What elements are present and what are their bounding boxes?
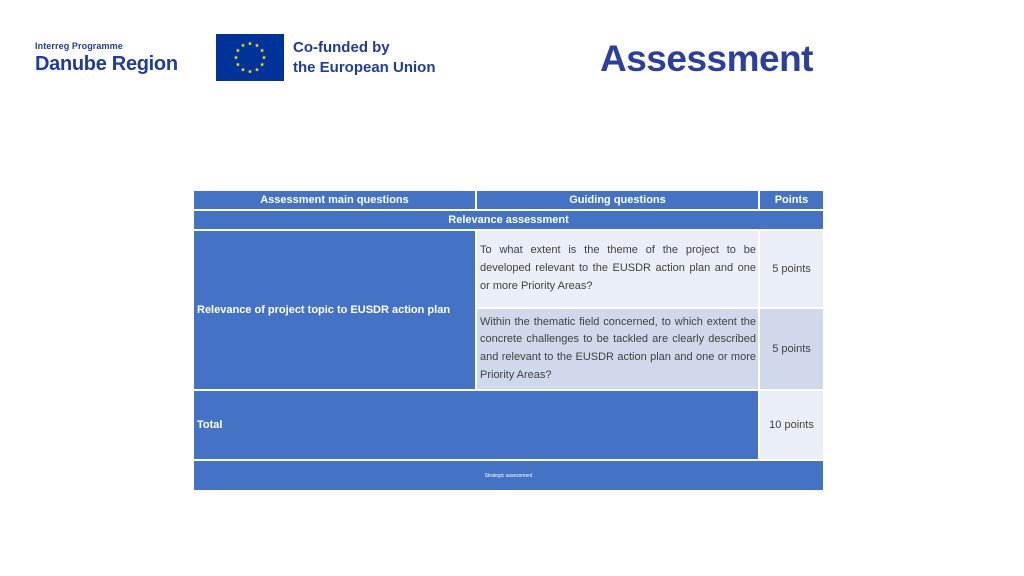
criterion-cell: Relevance of project topic to EUSDR action plan — [194, 231, 475, 389]
eu-stars-icon — [216, 34, 284, 81]
eu-star-icon — [260, 62, 264, 66]
eu-line-2: the European Union — [293, 59, 436, 76]
page-title: Assessment — [600, 38, 814, 79]
eu-star-icon — [241, 43, 245, 47]
eu-star-icon — [241, 67, 245, 71]
eu-star-icon — [236, 48, 240, 52]
eu-cofunded-text — [293, 38, 436, 78]
eu-star-icon — [248, 41, 252, 45]
section-strategic: Strategic assessment — [194, 461, 823, 490]
eu-star-icon — [255, 43, 259, 47]
guiding-question-2: Within the thematic field concerned, to which extent the concrete challenges to be tackled are clearly described and relevant to the EUSDR action plan and one or more Priority Areas? — [477, 309, 758, 389]
section-relevance: Relevance assessment — [194, 211, 823, 229]
eu-star-icon — [248, 69, 252, 73]
interreg-logo — [35, 41, 178, 76]
eu-flag-icon — [216, 34, 284, 81]
column-header-guiding: Guiding questions — [477, 191, 758, 209]
eu-star-icon — [236, 62, 240, 66]
eu-star-icon — [234, 55, 238, 59]
programme-name: Danube Region — [35, 53, 178, 75]
guiding-question-1: To what extent is the theme of the project to be developed relevant to the EUSDR action plan and one or more Priority Areas? — [477, 231, 758, 307]
column-header-points: Points — [760, 191, 823, 209]
points-question-1: 5 points — [760, 231, 823, 307]
eu-line-1: Co-funded by — [293, 39, 390, 56]
points-question-2: 5 points — [760, 309, 823, 389]
programme-label: Interreg Programme — [35, 41, 123, 51]
assessment-table — [194, 191, 823, 490]
total-points: 10 points — [760, 391, 823, 459]
eu-star-icon — [262, 55, 266, 59]
eu-star-icon — [255, 67, 259, 71]
eu-star-icon — [260, 48, 264, 52]
column-header-main: Assessment main questions — [194, 191, 475, 209]
total-label: Total — [194, 391, 758, 459]
